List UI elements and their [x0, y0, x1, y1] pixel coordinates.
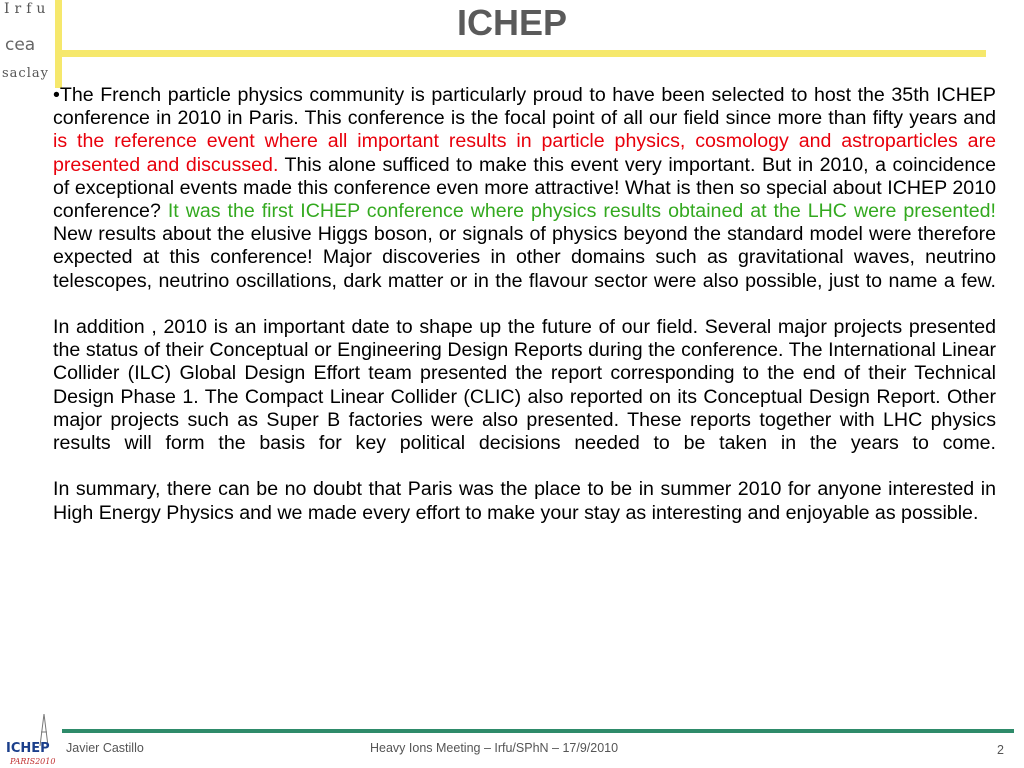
slide-body — [53, 84, 996, 525]
page-number: 2 — [997, 743, 1004, 757]
slide-title: ICHEP — [456, 2, 568, 43]
logo-saclay-text: saclay — [2, 66, 49, 81]
footer-meeting-info: Heavy Ions Meeting – Irfu/SPhN – 17/9/2010 — [370, 741, 619, 755]
text-run: In addition , 2010 is an important date to shape up the future of our field. Several major projects presented the status of their Conceptual or Engineering Design Reports during the conference. The International Linear Collider (ILC) Global Design Effort team presented the report corresponding to the end of their Technical Design Phase 1. The Compact Linear Collider (CLIC) also reported on its Conceptual Design Report. Other major projects such as Super B factories were also presented. These reports together with LHC physics results will form the basis for key political decisions needed to be taken in the years to come. — [53, 316, 996, 455]
text-run: •The French particle physics community is particularly proud to have been selected to host the 35th ICHEP conference in 2010 in Paris. This conference is the focal point of all our field since more than fifty years and — [53, 84, 996, 130]
logo-irfu-text: Irfu — [4, 1, 51, 17]
text-run: New results about the elusive Higgs boson, or signals of physics beyond the standard model were therefore expected at this conference! Major discoveries in other domains such as gravitational waves, neutrino telescopes, neutrino oscillations, dark matter or in the flavour sector were also possible, just to name a few. — [53, 223, 996, 292]
cea-logo-letters: cea — [5, 35, 36, 54]
paragraph-2 — [53, 316, 996, 455]
header-accent-bar-horizontal — [62, 50, 986, 57]
highlight-green-text: It was the first ICHEP conference where physics results obtained at the LHC were presented! — [167, 200, 996, 223]
text-run: In summary, there can be no doubt that Paris was the place to be in summer 2010 for anyone interested in High Energy Physics and we made every effort to make your stay as interesting and enjoyable as possible. — [53, 478, 996, 524]
highlight-red-text: is the reference event where all important results in particle physics, cosmology and astroparticles are presented and discussed. — [53, 130, 996, 176]
paragraph-spacer — [53, 455, 996, 478]
footer-divider — [62, 729, 1014, 733]
paragraph-spacer — [53, 293, 996, 316]
footer-logo-text: ICHEP — [6, 741, 50, 756]
paragraph-1 — [53, 84, 996, 293]
paragraph-3 — [53, 478, 996, 524]
footer-author: Javier Castillo — [66, 741, 144, 755]
ichep-paris-2010-logo — [4, 712, 60, 768]
footer-logo-subtext: PARIS2010 — [10, 757, 56, 766]
text-run: This alone sufficed to make this event very important. But in 2010, a coincidence of exceptional events made this conference even more attractive! What is then so special about ICHEP 2010 conference? — [53, 153, 996, 223]
